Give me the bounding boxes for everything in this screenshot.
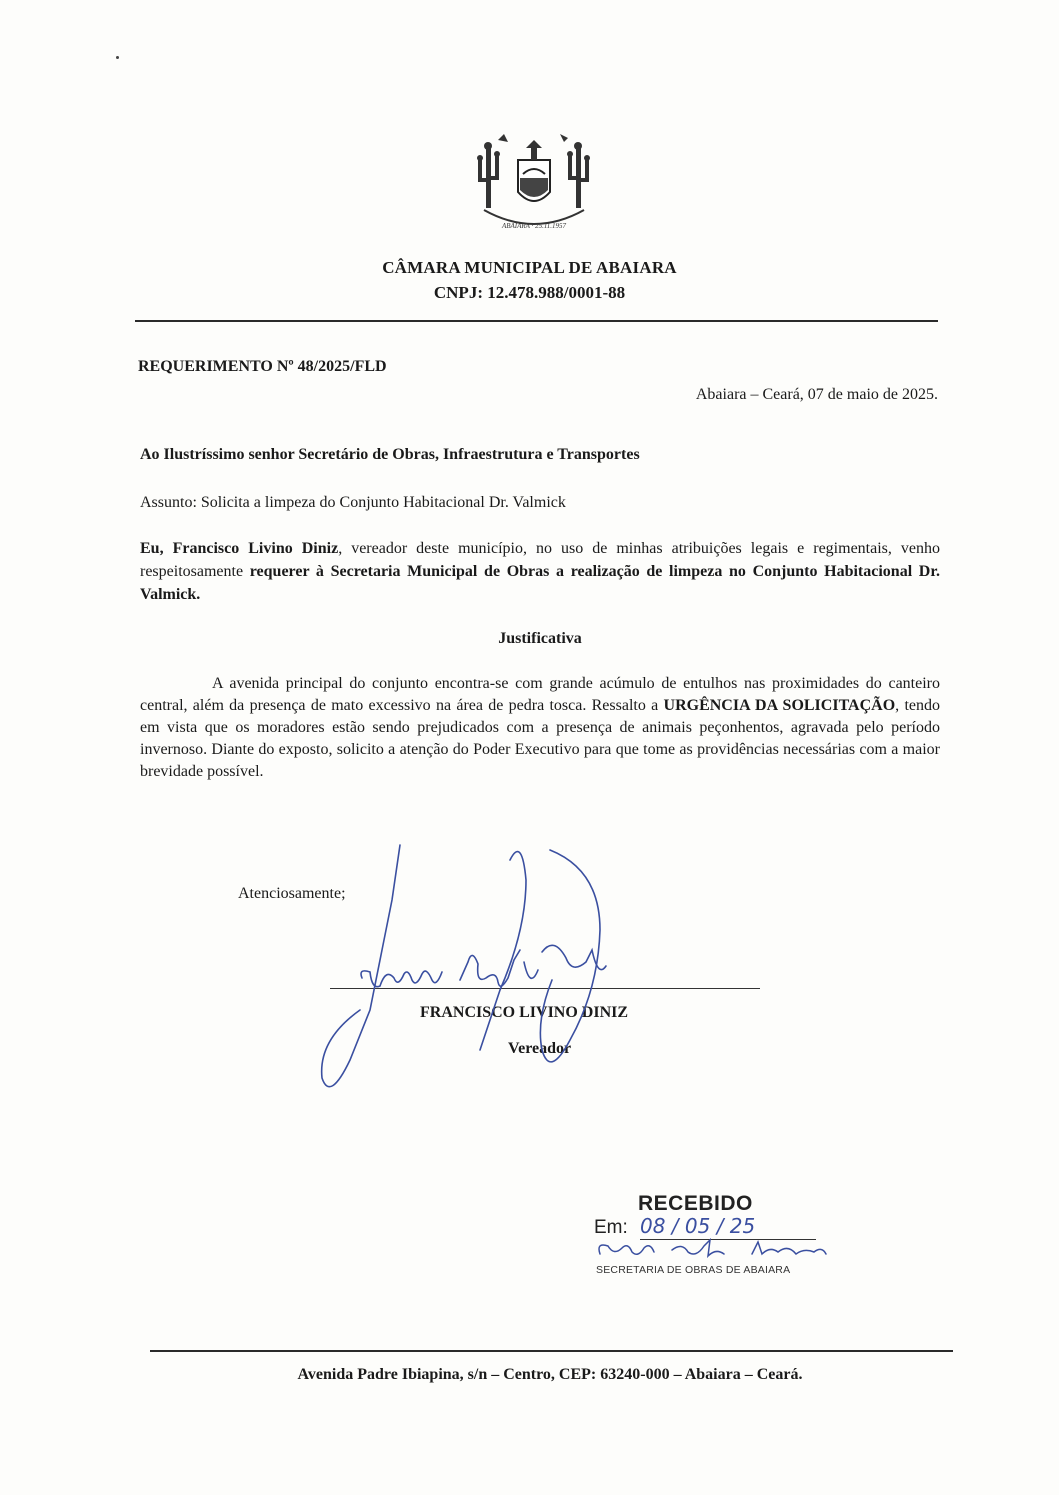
document-reference: REQUERIMENTO Nº 48/2025/FLD bbox=[138, 358, 387, 375]
municipal-crest-logo bbox=[468, 130, 600, 240]
footer-address: Avenida Padre Ibiapina, s/n – Centro, CEP: 63240-000 – Abaiara – Ceará. bbox=[297, 1366, 803, 1383]
stamp-title: RECEBIDO bbox=[638, 1192, 753, 1215]
stamp-signature bbox=[592, 1236, 832, 1260]
justification-paragraph bbox=[140, 673, 940, 783]
subject-line: Assunto: Solicita a limpeza do Conjunto Habitacional Dr. Valmick bbox=[140, 494, 566, 511]
place-date: Abaiara – Ceará, 07 de maio de 2025. bbox=[695, 386, 938, 403]
stamp-date-label: Em: bbox=[594, 1217, 628, 1238]
institution-name: CÂMARA MUNICIPAL DE ABAIARA bbox=[382, 258, 677, 277]
received-stamp bbox=[590, 1192, 840, 1302]
justification-text-1: A avenida principal do conjunto encontra-se com grande acúmulo de entulhos nas proximidades do canteiro central, além da presença de mato excessivo na área de pedra tosca. Ressalto a bbox=[140, 675, 940, 714]
request-object: requerer à Secretaria Municipal de Obras a realização de limpeza no Conjunto Habitacional Dr. Valmick. bbox=[140, 563, 940, 603]
justification-text-2: , tendo em vista que os moradores estão sendo prejudicados com a presença de animais peçonhentos, agravada pelo período invernoso. Diante do exposto, solicito a atenção do Poder Executivo para que tome as providências necessárias com a maior brevidade possível. bbox=[140, 697, 941, 780]
institution-cnpj: CNPJ: 12.478.988/0001-88 bbox=[433, 283, 626, 302]
handwritten-signature bbox=[300, 840, 640, 1110]
justification-title: Justificativa bbox=[498, 630, 582, 647]
header-divider bbox=[135, 320, 938, 322]
crest-motto: ABAIARA · 25.11.1957 bbox=[501, 222, 567, 230]
addressee: Ao Ilustríssimo senhor Secretário de Obras, Infraestrutura e Transportes bbox=[140, 446, 640, 463]
request-paragraph bbox=[140, 537, 940, 606]
scan-speck bbox=[116, 56, 119, 59]
requester-name: Eu, Francisco Livino Diniz bbox=[140, 540, 339, 557]
signer-name: FRANCISCO LIVINO DINIZ bbox=[420, 1004, 629, 1021]
closing-salutation: Atenciosamente; bbox=[238, 885, 346, 902]
request-text: , vereador deste município, no uso de minhas atribuições legais e regimentais, venho respeitosamente bbox=[140, 540, 941, 580]
stamp-organization: SECRETARIA DE OBRAS DE ABAIARA bbox=[596, 1264, 791, 1276]
footer-divider bbox=[150, 1350, 953, 1352]
urgency-emphasis: URGÊNCIA DA SOLICITAÇÃO bbox=[663, 697, 896, 714]
stamp-date-value: 08 / 05 / 25 bbox=[640, 1214, 756, 1238]
signer-role: Vereador bbox=[508, 1040, 572, 1057]
